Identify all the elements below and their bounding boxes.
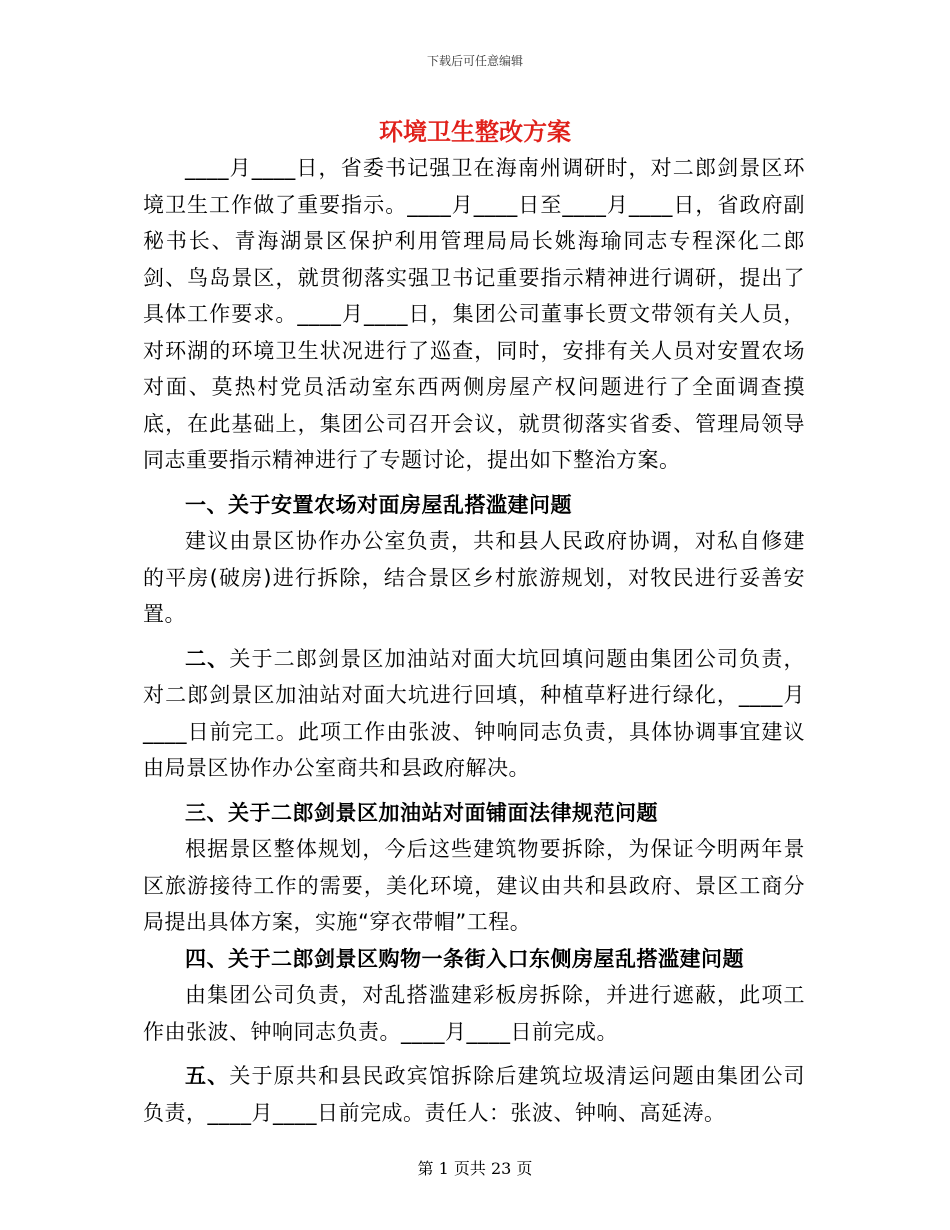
section-3-heading: 三、关于二郎剑景区加油站对面铺面法律规范问题 [185, 800, 658, 825]
section-3-paragraph: 根据景区整体规划，今后这些建筑物要拆除，为保证今明两年景区旅游接待工作的需要，美化环境，建议由共和县政府、景区工商分局提出具体方案，实施“穿衣带帽”工程。 [143, 837, 805, 934]
section-2-text: 关于二郎剑景区加油站对面大坑回填问题由集团公司负责，对二郎剑景区加油站对面大坑进行回填，种植草籽进行绿化，____月____日前完工。此项工作由张波、钟响同志负责，具体协调事宜建议由局景区协作办公室商共和县政府解决。 [143, 646, 806, 780]
section-5-paragraph [143, 1058, 805, 1131]
document-body [143, 150, 805, 1131]
section-2-number: 二、 [185, 646, 230, 671]
document-title: 环境卫生整改方案 [379, 118, 571, 146]
header-note: 下载后可任意编辑 [426, 54, 523, 68]
intro-paragraph: ____月____日，省委书记强卫在海南州调研时，对二郎剑景区环境卫生工作做了重要指示。____月____日至____月____日，省政府副秘书长、青海湖景区保护利用管理局局长姚海瑜同志专程深化二郎剑、鸟岛景区，就贯彻落实强卫书记重要指示精神进行调研，提出了具体工作要求。____月____日，集团公司董事长贾文带领有关人员，对环湖的环境卫生状况进行了巡查，同时，安排有关人员对安置农场对面、莫热村党员活动室东西两侧房屋产权问题进行了全面调查摸底，在此基础上，集团公司召开会议，就贯彻落实省委、管理局领导同志重要指示精神进行了专题讨论，提出如下整治方案。 [143, 156, 805, 472]
section-1-heading: 一、关于安置农场对面房屋乱搭滥建问题 [185, 492, 572, 517]
section-1-paragraph: 建议由景区协作办公室负责，共和县人民政府协调，对私自修建的平房(破房)进行拆除，结合景区乡村旅游规划，对牧民进行妥善安置。 [143, 529, 805, 626]
section-4-heading: 四、关于二郎剑景区购物一条街入口东侧房屋乱搭滥建问题 [185, 946, 744, 971]
section-5-text: 关于原共和县民政宾馆拆除后建筑垃圾清运问题由集团公司负责，____月____日前完成。责任人：张波、钟响、高延涛。 [143, 1064, 806, 1125]
section-5-number: 五、 [185, 1064, 230, 1088]
page-number: 第 1 页共 23 页 [417, 1159, 533, 1178]
section-4-paragraph: 由集团公司负责，对乱搭滥建彩板房拆除，并进行遮蔽，此项工作由张波、钟响同志负责。____月____日前完成。 [143, 983, 805, 1044]
section-2-paragraph [143, 641, 805, 787]
